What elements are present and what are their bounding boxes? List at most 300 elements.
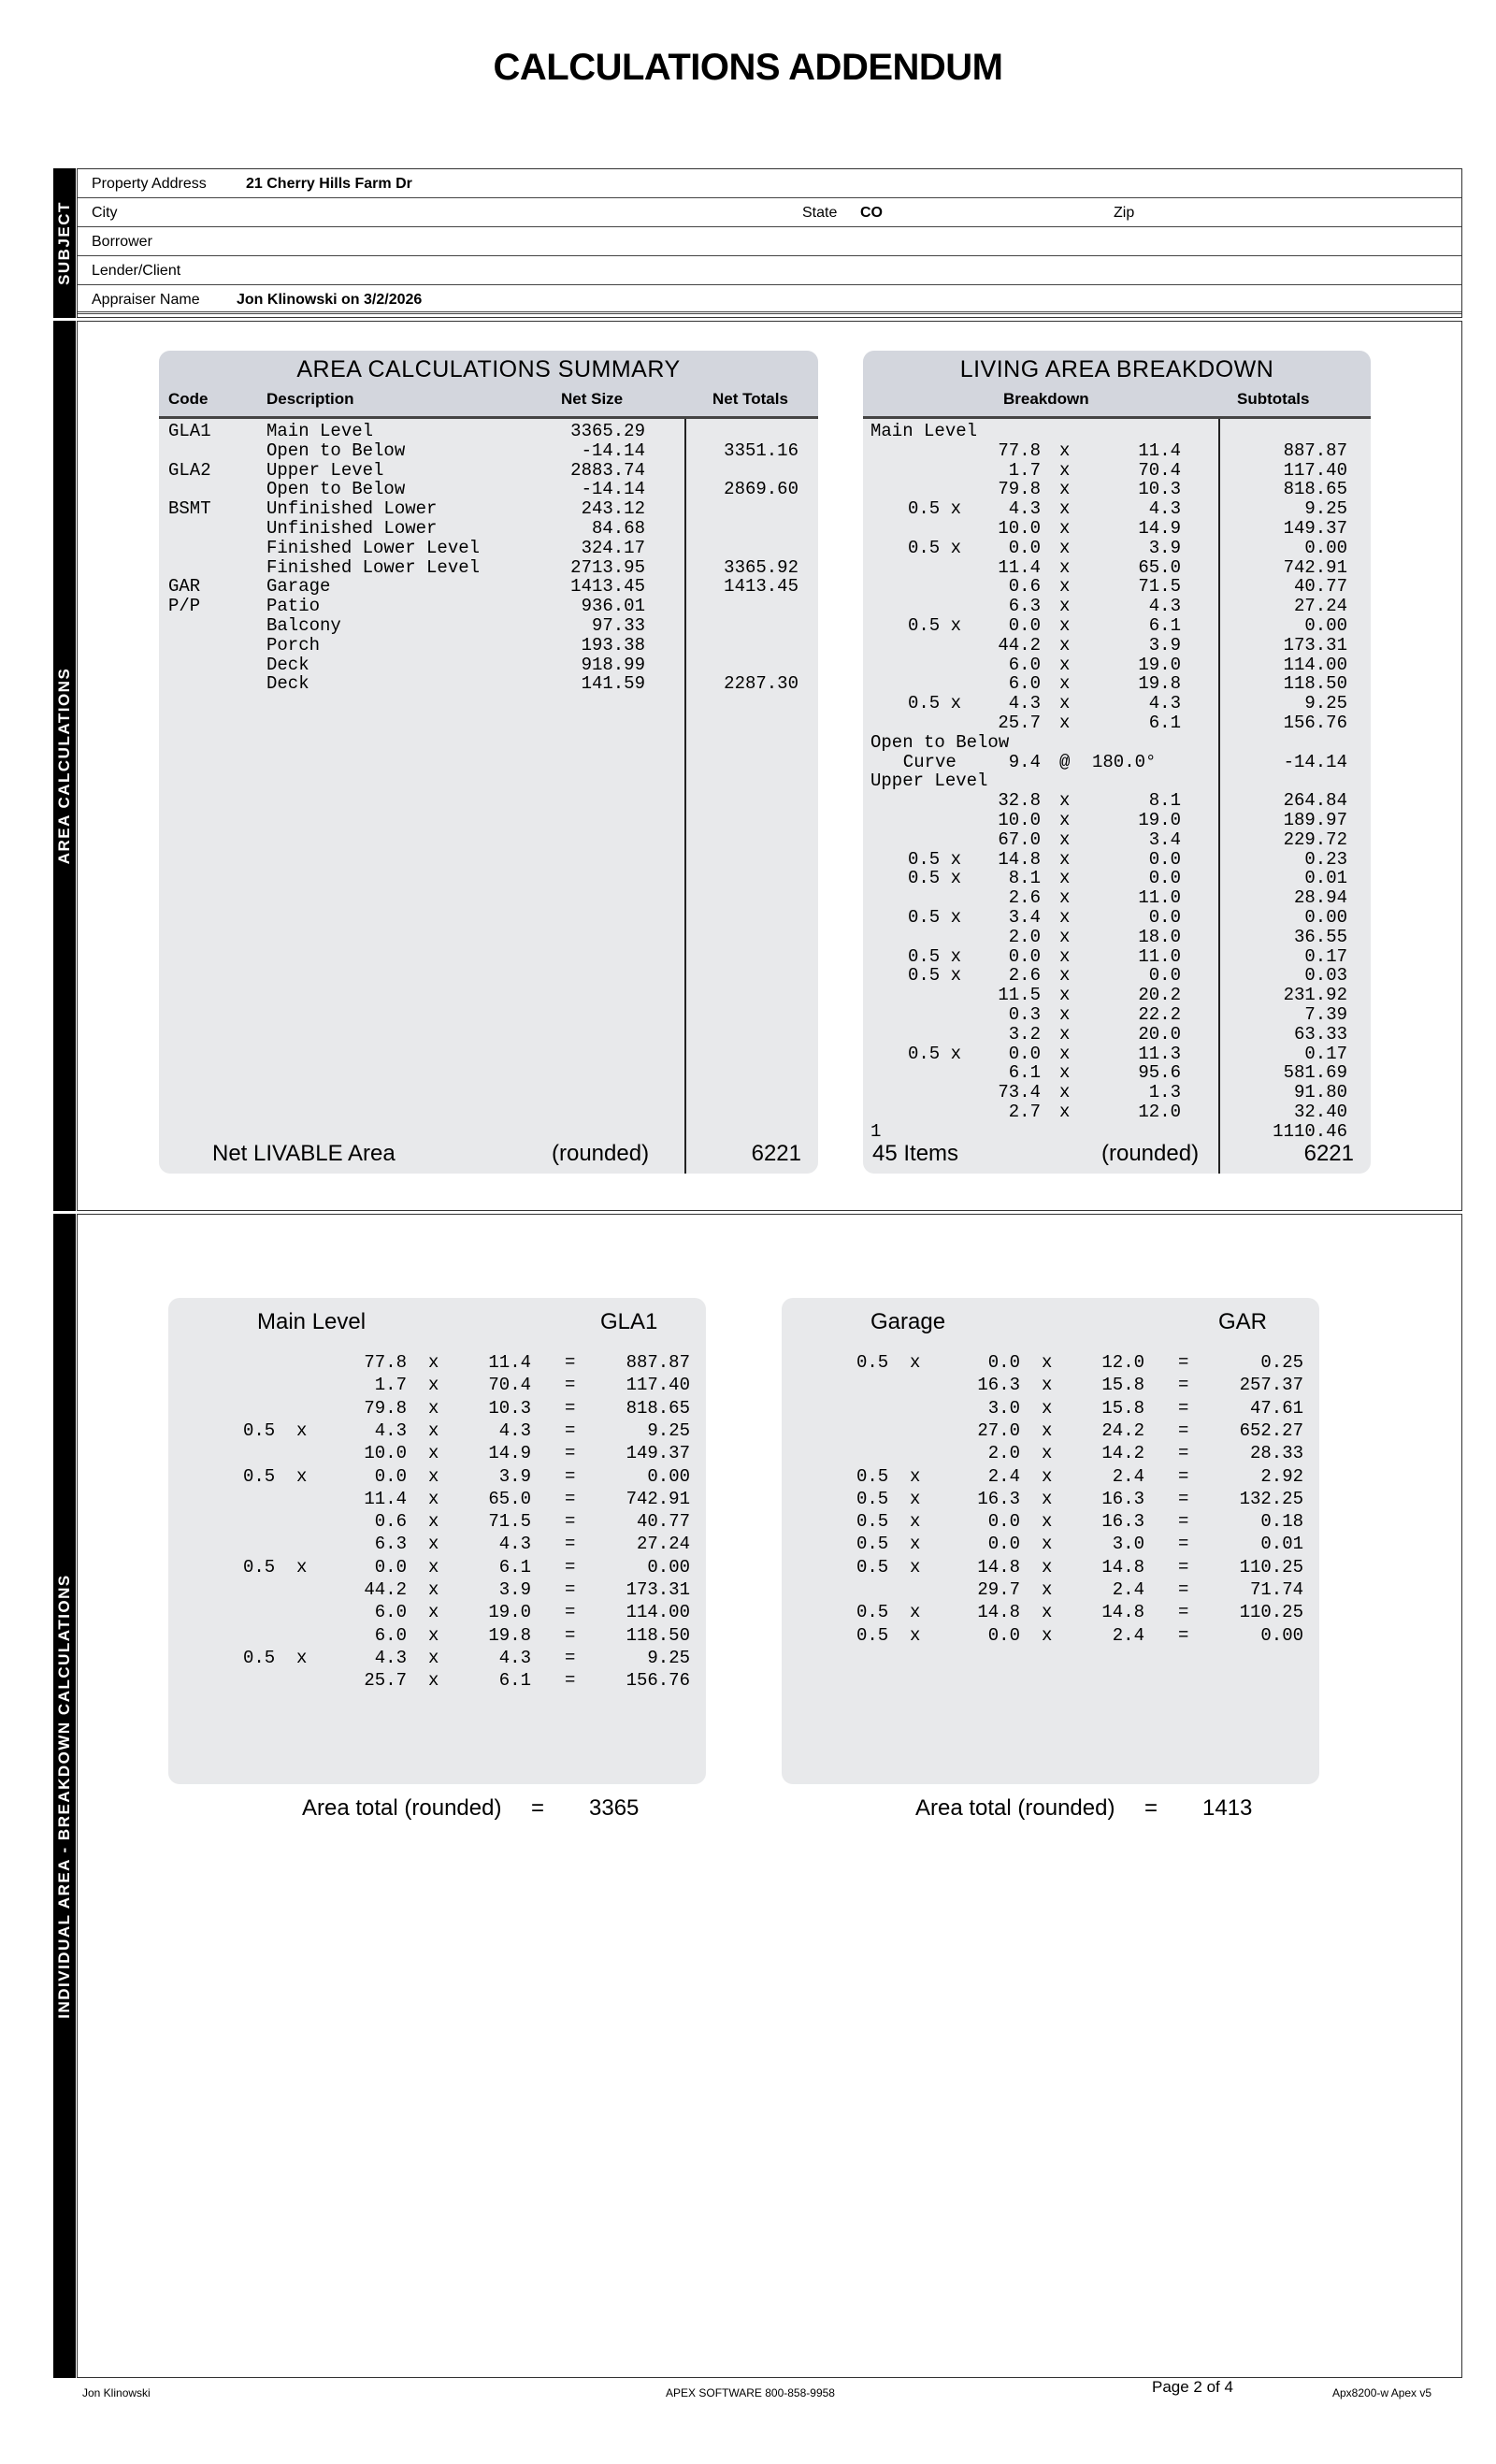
- summary-description: Balcony: [266, 615, 341, 636]
- property-address-row: [78, 169, 1461, 198]
- calc-dim-a: 14.8: [977, 1602, 1020, 1623]
- summary-description: Patio: [266, 596, 321, 617]
- breakdown-operator: x: [1059, 556, 1071, 578]
- summary-code: GLA2: [168, 459, 211, 481]
- calc-equals: =: [1178, 1443, 1189, 1464]
- breakdown-dim-a: 6.0: [1008, 673, 1041, 695]
- calc-times: x: [1042, 1443, 1053, 1464]
- calc-times: x: [1042, 1488, 1053, 1509]
- breakdown-operator: x: [1059, 1043, 1071, 1064]
- breakdown-divider: [1218, 419, 1220, 1174]
- col-code: Code: [168, 390, 209, 408]
- breakdown-subtotal: 63.33: [1293, 1023, 1347, 1045]
- breakdown-operator: x: [1059, 537, 1071, 558]
- calc-factor: 0.5: [856, 1352, 889, 1373]
- calc-times: x: [1042, 1419, 1053, 1441]
- calc-times: x: [910, 1465, 921, 1487]
- property-address-label: Property Address: [92, 176, 207, 192]
- living-area-header: [863, 351, 1371, 419]
- breakdown-subtotal: 149.37: [1283, 518, 1347, 539]
- breakdown-operator: x: [1059, 985, 1071, 1006]
- zip-label: Zip: [1114, 205, 1135, 221]
- living-area-title: LIVING AREA BREAKDOWN: [959, 356, 1274, 382]
- breakdown-dim-b: 0.0: [1148, 965, 1181, 987]
- calc-dim-a: 29.7: [977, 1579, 1020, 1600]
- breakdown-dim-b: 0.0: [1148, 907, 1181, 928]
- breakdown-factor: [882, 713, 961, 732]
- calc-dim-a: 79.8: [364, 1397, 407, 1419]
- city-row: [78, 198, 1461, 227]
- breakdown-subtotal: 0.03: [1304, 965, 1347, 987]
- breakdown-factor: 0.5 x: [907, 615, 961, 636]
- breakdown-operator: x: [1059, 829, 1071, 850]
- summary-net-size: 1413.45: [570, 576, 645, 598]
- area-total-label: Area total (rounded): [302, 1795, 502, 1821]
- calc-result: 27.24: [636, 1534, 690, 1555]
- breakdown-factor: [882, 1082, 961, 1102]
- appraiser-row: [78, 285, 1461, 314]
- breakdown-operator: @: [1059, 751, 1071, 772]
- breakdown-factor: 0.5 x: [907, 537, 961, 558]
- calc-result: 132.25: [1239, 1488, 1303, 1509]
- breakdown-operator: x: [1059, 907, 1071, 928]
- breakdown-group-label: Upper Level: [870, 771, 988, 792]
- calc-dim-a: 77.8: [364, 1352, 407, 1373]
- summary-code: BSMT: [168, 498, 211, 520]
- calc-dim-a: 10.0: [364, 1443, 407, 1464]
- breakdown-subtotal: 742.91: [1283, 556, 1347, 578]
- calc-times: x: [428, 1397, 439, 1419]
- breakdown-operator: x: [1059, 673, 1071, 695]
- breakdown-operator: x: [1059, 868, 1071, 889]
- breakdown-group-label: Main Level: [870, 421, 978, 441]
- breakdown-dim-a: 6.3: [1008, 596, 1041, 617]
- breakdown-dim-a: 6.0: [1008, 654, 1041, 675]
- col-description: Description: [266, 390, 354, 408]
- summary-net-total: [684, 421, 798, 440]
- items-count: 45 Items: [872, 1141, 959, 1166]
- summary-net-total: [684, 460, 798, 480]
- breakdown-operator: x: [1059, 1062, 1071, 1084]
- breakdown-dim-b: 71.5: [1138, 576, 1181, 598]
- calc-dim-b: 16.3: [1101, 1511, 1144, 1533]
- breakdown-factor: [882, 576, 961, 596]
- calc-result: 173.31: [626, 1579, 690, 1600]
- area-total-garage: [915, 1795, 1253, 1822]
- breakdown-subtotal: 0.23: [1304, 848, 1347, 870]
- calc-dim-b: 14.8: [1101, 1556, 1144, 1578]
- breakdown-dim-b: 0.0: [1148, 868, 1181, 889]
- breakdown-operator: x: [1059, 1004, 1071, 1025]
- breakdown-dim-b: 20.2: [1138, 985, 1181, 1006]
- area-summary-header: [159, 351, 818, 419]
- city-label: City: [92, 205, 118, 221]
- breakdown-group-label: 1: [870, 1120, 882, 1142]
- breakdown-subtotal: 0.00: [1304, 907, 1347, 928]
- breakdown-dim-b: 10.3: [1138, 479, 1181, 500]
- calc-dim-a: 11.4: [364, 1488, 407, 1509]
- calc-times: x: [428, 1670, 439, 1692]
- summary-description: Unfinished Lower: [266, 518, 438, 539]
- calc-dim-b: 10.3: [488, 1397, 531, 1419]
- breakdown-operator: x: [1059, 518, 1071, 539]
- lender-label: Lender/Client: [92, 263, 181, 279]
- calc-dim-b: 15.8: [1101, 1375, 1144, 1396]
- calc-equals: =: [565, 1465, 576, 1487]
- calc-dim-b: 14.2: [1101, 1443, 1144, 1464]
- living-area-panel: [863, 351, 1371, 1174]
- breakdown-dim-a: 10.0: [998, 810, 1041, 830]
- breakdown-subtotal: 40.77: [1293, 576, 1347, 598]
- breakdown-subtotal: 173.31: [1283, 634, 1347, 656]
- breakdown-dim-a: 0.3: [1008, 1004, 1041, 1025]
- lender-row: [78, 256, 1461, 285]
- breakdown-factor: 0.5 x: [907, 498, 961, 520]
- calc-factor: 0.5: [856, 1602, 889, 1623]
- summary-net-total: [684, 538, 798, 557]
- breakdown-subtotal: 117.40: [1283, 459, 1347, 481]
- breakdown-subtotal: 156.76: [1283, 713, 1347, 733]
- calc-times: x: [428, 1534, 439, 1555]
- calc-dim-b: 6.1: [498, 1670, 531, 1692]
- col-subtotals: Subtotals: [1237, 390, 1310, 408]
- calc-times: x: [428, 1375, 439, 1396]
- breakdown-dim-b: 19.0: [1138, 810, 1181, 830]
- breakdown-dim-a: 25.7: [998, 713, 1041, 733]
- breakdown-dim-a: 8.1: [1008, 868, 1041, 889]
- breakdown-factor: [882, 887, 961, 907]
- net-livable-rounded: (rounded): [552, 1141, 650, 1166]
- breakdown-rounded: (rounded): [1101, 1141, 1200, 1166]
- breakdown-operator: x: [1059, 810, 1071, 830]
- summary-description: Garage: [266, 576, 331, 598]
- calc-times: x: [1042, 1602, 1053, 1623]
- calc-dim-b: 71.5: [488, 1511, 531, 1533]
- breakdown-total: 6221: [1303, 1141, 1354, 1166]
- breakdown-factor: 0.5 x: [907, 868, 961, 889]
- calc-result: 110.25: [1239, 1602, 1303, 1623]
- breakdown-operator: x: [1059, 439, 1071, 461]
- breakdown-subtotal: 114.00: [1283, 654, 1347, 675]
- breakdown-factor: [882, 460, 961, 480]
- calc-equals: =: [1178, 1579, 1189, 1600]
- breakdown-factor: [882, 1024, 961, 1044]
- calc-result: 652.27: [1239, 1419, 1303, 1441]
- calc-dim-a: 0.6: [374, 1511, 407, 1533]
- breakdown-factor: [882, 440, 961, 460]
- breakdown-dim-b: 3.9: [1148, 537, 1181, 558]
- summary-net-total: [684, 615, 798, 635]
- calc-dim-b: 14.8: [1101, 1602, 1144, 1623]
- breakdown-dim-b: 70.4: [1138, 459, 1181, 481]
- breakdown-dim-b: 180.0°: [1092, 751, 1157, 772]
- summary-net-size: 3365.29: [570, 421, 645, 441]
- breakdown-group-label: Open to Below: [870, 731, 1010, 753]
- breakdown-subtotal: 887.87: [1283, 439, 1347, 461]
- calc-factor: 0.5: [856, 1624, 889, 1646]
- breakdown-dim-b: 0.0: [1148, 848, 1181, 870]
- calc-dim-b: 14.9: [488, 1443, 531, 1464]
- calc-dim-b: 3.0: [1112, 1534, 1144, 1555]
- calc-result: 71.74: [1249, 1579, 1303, 1600]
- borrower-row: [78, 227, 1461, 256]
- breakdown-dim-a: 10.0: [998, 518, 1041, 539]
- breakdown-dim-a: 77.8: [998, 439, 1041, 461]
- breakdown-dim-a: 14.8: [998, 848, 1041, 870]
- breakdown-operator: x: [1059, 1102, 1071, 1122]
- calc-times: x: [910, 1624, 921, 1646]
- calc-times: x: [428, 1556, 439, 1578]
- summary-description: Main Level: [266, 421, 374, 441]
- breakdown-dim-b: 6.1: [1148, 713, 1181, 733]
- calc-equals: =: [1178, 1397, 1189, 1419]
- section-label-subject: [53, 168, 76, 318]
- calc-dim-b: 70.4: [488, 1375, 531, 1396]
- calc-dim-b: 19.0: [488, 1602, 531, 1623]
- calc-times: x: [910, 1602, 921, 1623]
- breakdown-dim-a: 6.1: [1008, 1062, 1041, 1084]
- summary-net-total: [684, 498, 798, 518]
- area-total-value: 3365: [589, 1795, 640, 1821]
- breakdown-subtotal: 0.17: [1304, 945, 1347, 967]
- breakdown-dim-a: 2.6: [1008, 965, 1041, 987]
- breakdown-subtotal: 0.00: [1304, 615, 1347, 636]
- breakdown-dim-a: 0.0: [1008, 537, 1041, 558]
- calc-equals: =: [1178, 1511, 1189, 1533]
- summary-description: Deck: [266, 654, 309, 675]
- breakdown-dim-b: 3.4: [1148, 829, 1181, 850]
- net-livable-value: 6221: [751, 1141, 801, 1166]
- breakdown-factor: [882, 479, 961, 498]
- breakdown-factor: [882, 635, 961, 655]
- breakdown-dim-a: 4.3: [1008, 693, 1041, 714]
- summary-net-total: [684, 518, 798, 538]
- area-total-label: Area total (rounded): [915, 1795, 1115, 1821]
- breakdown-operator: x: [1059, 615, 1071, 636]
- breakdown-subtotal: 0.01: [1304, 868, 1347, 889]
- breakdown-dim-a: 1.7: [1008, 459, 1041, 481]
- breakdown-factor: [882, 596, 961, 615]
- calc-result: 887.87: [626, 1352, 690, 1373]
- breakdown-operator: x: [1059, 576, 1071, 598]
- breakdown-subtotal: 189.97: [1283, 810, 1347, 830]
- breakdown-dim-a: 11.5: [998, 985, 1041, 1006]
- calc-dim-a: 4.3: [374, 1419, 407, 1441]
- calc-equals: =: [1178, 1602, 1189, 1623]
- calc-dim-b: 24.2: [1101, 1419, 1144, 1441]
- calc-result: 114.00: [626, 1602, 690, 1623]
- summary-description: Porch: [266, 634, 321, 656]
- calc-code: GAR: [1218, 1309, 1268, 1334]
- calc-times: x: [296, 1465, 308, 1487]
- calc-dim-b: 3.9: [498, 1465, 531, 1487]
- calc-dim-a: 6.0: [374, 1624, 407, 1646]
- calc-factor: 0.5: [243, 1647, 276, 1668]
- summary-description: Open to Below: [266, 479, 406, 500]
- breakdown-factor: 0.5 x: [907, 848, 961, 870]
- breakdown-dim-b: 12.0: [1138, 1102, 1181, 1122]
- breakdown-factor: 0.5 x: [907, 907, 961, 928]
- property-address-value: 21 Cherry Hills Farm Dr: [246, 176, 412, 192]
- calc-dim-a: 4.3: [374, 1647, 407, 1668]
- calc-times: x: [1042, 1556, 1053, 1578]
- summary-net-total: 3351.16: [724, 439, 798, 461]
- calc-result: 2.92: [1260, 1465, 1303, 1487]
- breakdown-subtotal: 0.17: [1304, 1043, 1347, 1064]
- footer-software: APEX SOFTWARE 800-858-9958: [666, 2386, 835, 2399]
- breakdown-dim-b: 4.3: [1148, 596, 1181, 617]
- calc-name: Garage: [870, 1309, 946, 1334]
- calc-dim-a: 0.0: [374, 1556, 407, 1578]
- calc-factor: 0.5: [243, 1419, 276, 1441]
- calc-dim-b: 6.1: [498, 1556, 531, 1578]
- calc-times: x: [1042, 1397, 1053, 1419]
- summary-net-size: 324.17: [581, 537, 645, 558]
- breakdown-subtotal: 1110.46: [1273, 1120, 1347, 1142]
- breakdown-dim-a: 3.4: [1008, 907, 1041, 928]
- summary-net-size: 141.59: [581, 673, 645, 695]
- breakdown-dim-a: 67.0: [998, 829, 1041, 850]
- calc-times: x: [1042, 1579, 1053, 1600]
- breakdown-subtotal: 28.94: [1293, 887, 1347, 909]
- calc-factor: 0.5: [243, 1465, 276, 1487]
- breakdown-dim-a: 0.0: [1008, 1043, 1041, 1064]
- calc-result: 149.37: [626, 1443, 690, 1464]
- calc-factor: 0.5: [856, 1511, 889, 1533]
- calc-equals: =: [565, 1647, 576, 1668]
- calc-dim-a: 2.4: [987, 1465, 1020, 1487]
- calc-equals: =: [565, 1443, 576, 1464]
- summary-net-total: [684, 596, 798, 615]
- calc-times: x: [296, 1647, 308, 1668]
- summary-net-size: 2883.74: [570, 459, 645, 481]
- calc-result: 110.25: [1239, 1556, 1303, 1578]
- calc-times: x: [1042, 1511, 1053, 1533]
- breakdown-dim-a: 0.0: [1008, 945, 1041, 967]
- calc-times: x: [428, 1419, 439, 1441]
- calc-result: 0.00: [647, 1465, 690, 1487]
- breakdown-subtotal: 91.80: [1293, 1082, 1347, 1103]
- summary-code: GAR: [168, 576, 201, 598]
- breakdown-factor: 0.5 x: [907, 965, 961, 987]
- calc-times: x: [428, 1579, 439, 1600]
- net-livable-label: Net LIVABLE Area: [212, 1141, 396, 1166]
- breakdown-operator: x: [1059, 848, 1071, 870]
- calc-dim-a: 3.0: [987, 1397, 1020, 1419]
- calc-times: x: [910, 1352, 921, 1373]
- calc-result: 156.76: [626, 1670, 690, 1692]
- breakdown-dim-a: 32.8: [998, 790, 1041, 812]
- calc-factor: 0.5: [243, 1556, 276, 1578]
- calc-dim-a: 0.0: [374, 1465, 407, 1487]
- area-summary-title: AREA CALCULATIONS SUMMARY: [296, 356, 681, 382]
- calc-times: x: [428, 1602, 439, 1623]
- area-summary-panel: [159, 351, 818, 1174]
- calc-name: Main Level: [257, 1309, 367, 1334]
- borrower-label: Borrower: [92, 234, 152, 250]
- summary-net-size: 243.12: [581, 498, 645, 520]
- col-net-size: Net Size: [561, 390, 624, 408]
- summary-net-size: 193.38: [581, 634, 645, 656]
- footer-appraiser: Jon Klinowski: [82, 2386, 151, 2399]
- breakdown-operator: x: [1059, 965, 1071, 987]
- calc-dim-b: 2.4: [1112, 1579, 1144, 1600]
- calc-result: 117.40: [626, 1375, 690, 1396]
- breakdown-dim-b: 11.0: [1138, 945, 1181, 967]
- breakdown-factor: [882, 1062, 961, 1082]
- summary-net-size: -14.14: [581, 479, 645, 500]
- breakdown-subtotal: 32.40: [1293, 1102, 1347, 1122]
- summary-net-size: 84.68: [591, 518, 645, 539]
- calc-result: 0.00: [1260, 1624, 1303, 1646]
- calc-equals: =: [1178, 1624, 1189, 1646]
- calc-equals: =: [1178, 1556, 1189, 1578]
- calc-dim-a: 25.7: [364, 1670, 407, 1692]
- calc-dim-b: 11.4: [488, 1352, 531, 1373]
- appraiser-value: Jon Klinowski on 3/2/2026: [237, 292, 423, 308]
- calc-dim-b: 3.9: [498, 1579, 531, 1600]
- calc-dim-a: 16.3: [977, 1375, 1020, 1396]
- area-total-value: 1413: [1202, 1795, 1253, 1821]
- breakdown-dim-b: 14.9: [1138, 518, 1181, 539]
- summary-net-size: 97.33: [591, 615, 645, 636]
- summary-net-total: 3365.92: [724, 556, 798, 578]
- calc-result: 118.50: [626, 1624, 690, 1646]
- calc-result: 0.25: [1260, 1352, 1303, 1373]
- breakdown-operator: x: [1059, 459, 1071, 481]
- calc-times: x: [428, 1488, 439, 1509]
- calc-equals: =: [1178, 1375, 1189, 1396]
- breakdown-operator: x: [1059, 713, 1071, 733]
- breakdown-subtotal: -14.14: [1283, 751, 1347, 772]
- summary-net-size: 2713.95: [570, 556, 645, 578]
- summary-code: GLA1: [168, 421, 211, 441]
- state-label: State: [802, 205, 838, 221]
- breakdown-dim-a: 3.2: [1008, 1023, 1041, 1045]
- calc-equals: =: [565, 1419, 576, 1441]
- calc-equals: =: [565, 1624, 576, 1646]
- breakdown-dim-b: 95.6: [1138, 1062, 1181, 1084]
- breakdown-dim-a: 0.0: [1008, 615, 1041, 636]
- calc-times: x: [296, 1556, 308, 1578]
- breakdown-dim-b: 19.0: [1138, 654, 1181, 675]
- summary-net-total: 2869.60: [724, 479, 798, 500]
- calc-dim-a: 44.2: [364, 1579, 407, 1600]
- calc-result: 742.91: [626, 1488, 690, 1509]
- calc-equals: =: [565, 1352, 576, 1373]
- calc-dim-a: 0.0: [987, 1624, 1020, 1646]
- calc-equals: =: [1178, 1419, 1189, 1441]
- calc-times: x: [910, 1511, 921, 1533]
- breakdown-subtotal: 231.92: [1283, 985, 1347, 1006]
- breakdown-subtotal: 818.65: [1283, 479, 1347, 500]
- breakdown-subtotal: 9.25: [1304, 693, 1347, 714]
- breakdown-dim-b: 18.0: [1138, 926, 1181, 947]
- breakdown-dim-b: 11.4: [1138, 439, 1181, 461]
- breakdown-factor: 0.5 x: [907, 693, 961, 714]
- calc-result: 818.65: [626, 1397, 690, 1419]
- calc-dim-b: 65.0: [488, 1488, 531, 1509]
- calc-equals: =: [565, 1488, 576, 1509]
- breakdown-dim-a: 11.4: [998, 556, 1041, 578]
- calc-panel-garage: [782, 1298, 1319, 1784]
- state-value: CO: [860, 205, 883, 221]
- breakdown-factor: 0.5 x: [907, 1043, 961, 1064]
- breakdown-dim-b: 4.3: [1148, 498, 1181, 520]
- summary-description: Deck: [266, 673, 309, 695]
- breakdown-operator: x: [1059, 498, 1071, 520]
- calc-result: 9.25: [647, 1647, 690, 1668]
